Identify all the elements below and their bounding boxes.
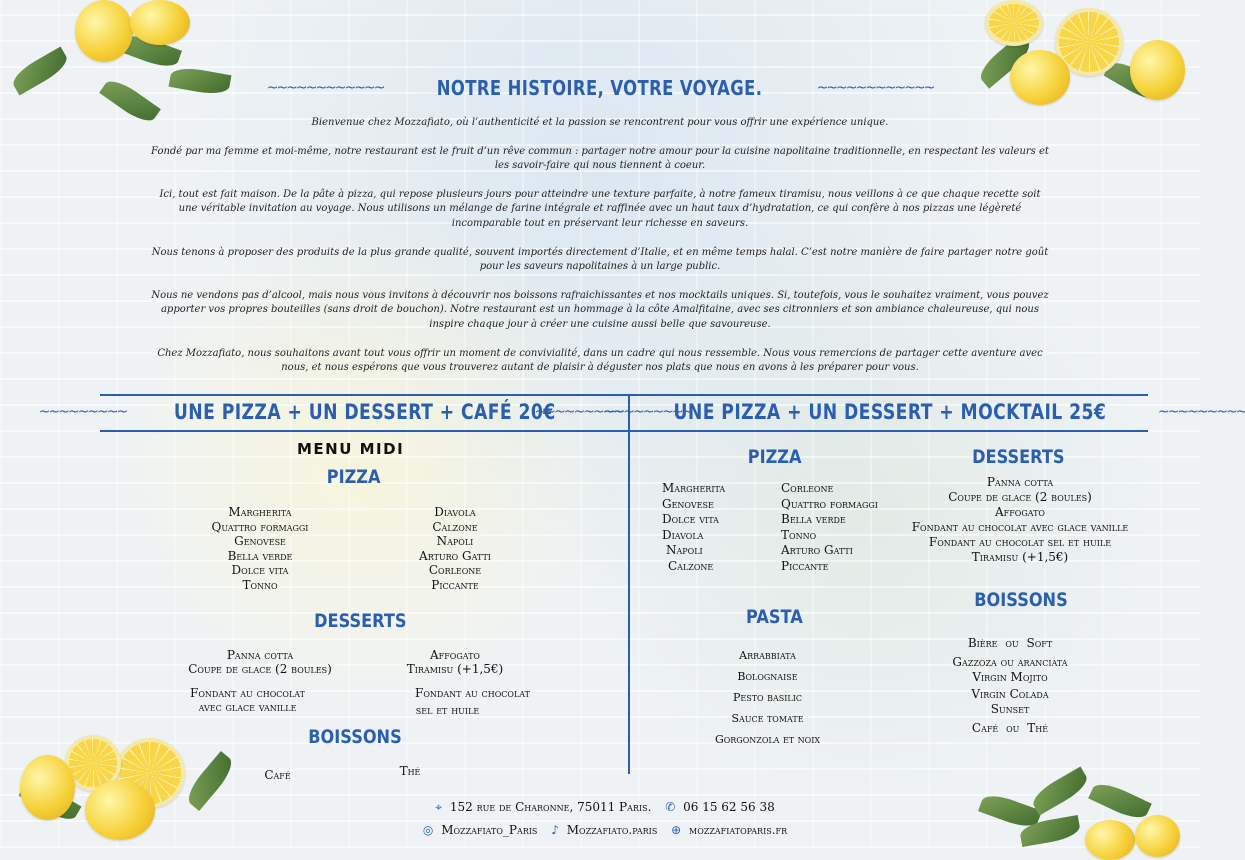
- dessert-fondant-sel-l1: Fondant au chocolat: [415, 686, 530, 700]
- address: 152 rue de Charonne, 75011 Paris.: [449, 800, 652, 814]
- list-item: Affogato: [995, 505, 1045, 519]
- boisson-the: Thé: [399, 764, 421, 778]
- history-paragraph: Ici, tout est fait maison. De la pâte à pizza, qui repose plusieurs jours pour atteindre une texture parfaite, à notre fameux tiramisu, nous veillons à ce que chaque recette soit une véritable invitation au voyage. Nous utilisons un mélange de farine intégrale et raffinée avec un haut taux d’hydratation, ce qui confère à nos pizzas une légèreté incomparable tout en préservant leur richesse en saveurs.: [159, 188, 1041, 229]
- website-link[interactable]: mozzafiatoparis.fr: [689, 823, 788, 837]
- list-item: Piccante: [431, 577, 479, 592]
- dessert-fondant-vanille-l1: Fondant au chocolat: [190, 686, 305, 700]
- history-paragraph: Bienvenue chez Mozzafiato, où l’authenticité et la passion se rencontrent pour vous offrir une expérience unique.: [311, 117, 889, 128]
- history-text: [150, 116, 1050, 390]
- history-title: NOTRE HISTOIRE, VOTRE VOYAGE.: [437, 76, 763, 100]
- list-item: Sauce tomate: [731, 712, 804, 725]
- menu-vertical-rule: [628, 394, 630, 774]
- list-item: Dolce vita: [231, 563, 289, 578]
- list-item: Corleone: [428, 563, 482, 578]
- instagram-icon: ◎: [422, 823, 434, 837]
- phone-number[interactable]: 06 15 62 56 38: [683, 800, 775, 814]
- history-title-row: [266, 76, 934, 100]
- list-item: Quattro formaggi: [211, 519, 309, 534]
- lemon-branch-top-left: [0, 0, 260, 130]
- left-boissons-heading: BOISSONS: [308, 726, 402, 748]
- right-pizza-col1: [662, 481, 772, 574]
- boisson-sunset: Sunset: [990, 702, 1030, 716]
- right-pasta-heading: PASTA: [746, 606, 803, 628]
- list-item: Corleone: [781, 481, 834, 495]
- right-pasta-list: [695, 645, 840, 750]
- list-item: Bella verde: [781, 512, 846, 526]
- dessert-panna-cotta: Panna cotta: [226, 648, 294, 662]
- dessert-tiramisu: Tiramisu (+1,5€): [406, 662, 504, 676]
- right-menu-title: UNE PIZZA + UN DESSERT + MOCKTAIL 25€: [673, 400, 1107, 424]
- history-paragraph: Nous tenons à proposer des produits de la plus grande qualité, souvent importés directement d’Italie, et en même temps halal. C’est notre manière de faire partager notre goût pour les saveurs napolitaines à un large public.: [151, 246, 1049, 273]
- right-pizza-heading: PIZZA: [747, 446, 802, 468]
- list-item: Diavola: [434, 505, 476, 519]
- wave-divider-right: ~~~~~~~~~: [603, 404, 692, 420]
- wave-divider-right: ~~~~~~~~~~~~: [816, 80, 934, 96]
- dessert-fondant-sel-l2: sel et huile: [415, 703, 480, 717]
- instagram-handle[interactable]: Mozzafiato_Paris: [441, 823, 538, 837]
- history-paragraph: Chez Mozzafiato, nous souhaitons avant tout vous offrir un moment de convivialité, dans un cadre qui nous ressemble. Nous vous remercions de partager cette aventure avec nous, et nous espérons que vous trouverez autant de plaisir à déguster nos plats que nous en avons à les préparer pour vous.: [157, 347, 1043, 374]
- boisson-or: ou: [1006, 721, 1020, 735]
- list-item: Arrabbiata: [739, 649, 796, 662]
- boisson-gazzoza: Gazzoza ou aranciata: [952, 655, 1068, 669]
- list-item: Calzone: [668, 558, 714, 573]
- menu-midi-label: MENU MIDI: [297, 440, 405, 458]
- menu-top-rule: [100, 394, 1148, 396]
- list-item: Quattro formaggi: [781, 496, 878, 511]
- right-desserts-heading: DESSERTS: [972, 446, 1065, 468]
- right-desserts-list: [880, 475, 1160, 565]
- list-item: Bolognaise: [737, 670, 798, 683]
- boisson-virgin-colada: Virgin Colada: [971, 687, 1049, 701]
- boisson-biere: Bière: [967, 636, 998, 650]
- boisson-virgin-mojito: Virgin Mojito: [972, 670, 1048, 684]
- boisson-biere-soft-row: [920, 636, 1100, 650]
- right-boissons-heading: BOISSONS: [974, 589, 1068, 611]
- list-item: Napoli: [666, 543, 703, 557]
- list-item: Diavola: [662, 527, 704, 542]
- list-item: Tiramisu (+1,5€): [971, 550, 1069, 564]
- left-pizza-col1: [190, 505, 330, 593]
- wave-divider-right: ~~~~~~~~~: [1157, 404, 1245, 420]
- right-menu-title-row: [534, 400, 1245, 424]
- list-item: Genovese: [234, 534, 286, 549]
- dessert-affogato: Affogato: [430, 648, 480, 662]
- list-item: Fondant au chocolat avec glace vanille: [911, 520, 1129, 534]
- globe-icon: ⊕: [671, 823, 682, 837]
- boisson-or: ou: [1005, 636, 1019, 650]
- wave-divider-left: ~~~~~~~~~: [38, 404, 127, 420]
- list-item: Arturo Gatti: [781, 543, 853, 557]
- left-menu-title: UNE PIZZA + UN DESSERT + CAFÉ 20€: [174, 400, 556, 424]
- list-item: Piccante: [781, 558, 829, 573]
- wave-divider-left: ~~~~~~~~~: [534, 404, 623, 420]
- list-item: Calzone: [432, 519, 478, 534]
- boisson-cafe-the-row: [920, 721, 1100, 735]
- list-item: Genovese: [662, 496, 714, 511]
- phone-icon: ✆: [665, 800, 676, 814]
- list-item: Arturo Gatti: [419, 548, 491, 563]
- list-item: Bella verde: [227, 548, 293, 563]
- list-item: Fondant au chocolat sel et huile: [928, 535, 1112, 549]
- list-item: Coupe de glace (2 boules): [948, 490, 1092, 504]
- dessert-fondant-vanille-l2: avec glace vanille: [198, 700, 297, 714]
- boisson-soft: Soft: [1026, 636, 1053, 650]
- boisson-cafe: Café: [264, 768, 291, 782]
- lemon-branch-top-right: [955, 0, 1200, 120]
- list-item: Tonno: [242, 577, 278, 592]
- menu-mid-rule: [100, 430, 1148, 432]
- history-paragraph: Nous ne vendons pas d’alcool, mais nous vous invitons à découvrir nos boissons rafraichissantes et nos mocktails uniques. Si, toutefois, vous le souhaitez vraiment, vous pouvez apporter vos propres bouteilles (sans droit de bouchon). Notre restaurant est un hommage à la côte Amalfitaine, avec ses citronniers et son ambiance chaleureuse, qui nous inspire chaque jour à créer une cuisine aussi belle que savoureuse.: [151, 289, 1049, 330]
- left-pizza-heading: PIZZA: [326, 466, 381, 488]
- boisson-cafe: Café: [971, 721, 999, 735]
- history-paragraph: Fondé par ma femme et moi-même, notre restaurant est le fruit d’un rêve commun : partager notre amour pour la cuisine napolitaine traditionnelle, en respectant les valeurs et les savoir-faire qui nous tiennent à coeur.: [151, 145, 1049, 172]
- left-desserts-heading: DESSERTS: [314, 610, 407, 632]
- list-item: Tonno: [781, 527, 817, 542]
- tiktok-icon: ♪: [551, 823, 559, 837]
- tiktok-handle[interactable]: Mozzafiato.paris: [566, 823, 658, 837]
- list-item: Margherita: [662, 481, 726, 495]
- dessert-coupe-glace: Coupe de glace (2 boules): [188, 662, 332, 676]
- wave-divider-left: ~~~~~~~~~~~~: [266, 80, 384, 96]
- list-item: Pesto basilic: [732, 691, 802, 704]
- list-item: Napoli: [436, 534, 474, 549]
- list-item: Dolce vita: [662, 512, 719, 526]
- boisson-the: Thé: [1027, 721, 1049, 735]
- list-item: Panna cotta: [986, 475, 1054, 489]
- list-item: Gorgonzola et noix: [714, 733, 821, 746]
- list-item: Margherita: [228, 505, 292, 519]
- location-pin-icon: ⌖: [435, 800, 443, 814]
- left-pizza-col2: [395, 505, 515, 593]
- footer-contact-row: [0, 800, 1200, 815]
- footer-social-row: [0, 823, 1200, 837]
